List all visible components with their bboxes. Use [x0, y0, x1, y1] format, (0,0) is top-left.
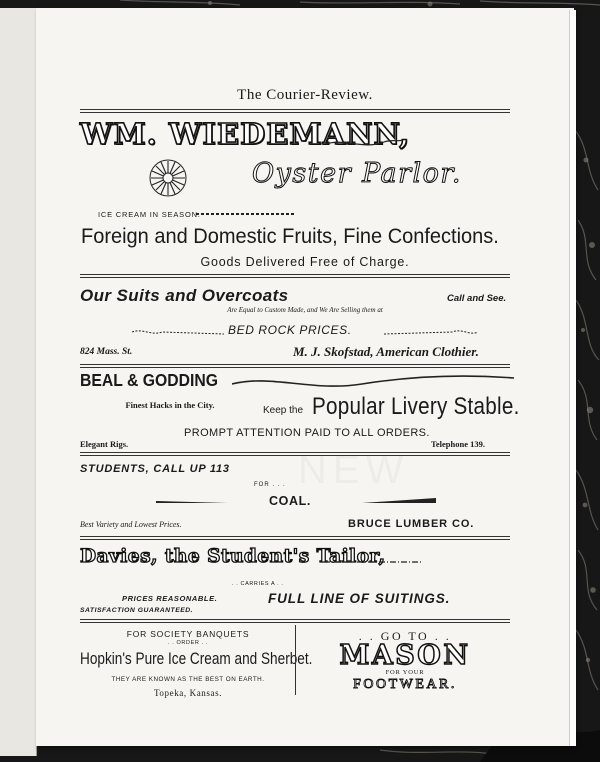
davies-ornament [324, 558, 424, 566]
skofstad-address: 824 Mass. St. [80, 347, 133, 357]
best-variety: Best Variety and Lowest Prices. [80, 520, 182, 529]
davies-tailor-title: Davies, the Student's Tailor, [80, 546, 386, 567]
rosette-ornament-icon [148, 158, 188, 198]
bruce-lumber-co: BRUCE LUMBER CO. [348, 518, 475, 530]
dotted-ornament [196, 210, 296, 218]
for-label: FOR . . . [254, 482, 286, 488]
divider [80, 536, 510, 537]
telephone-number: Telephone 139. [431, 439, 486, 449]
students-call-up: STUDENTS, CALL UP 113 [80, 463, 230, 475]
go-to: . . GO TO . . [358, 629, 452, 643]
divider [80, 455, 510, 456]
custom-made-subline: Are Equal to Custom Made, and We Are Selling them at [227, 306, 383, 314]
coal-title: COAL. [269, 494, 311, 508]
carries-a: . . CARRIES A . . [232, 581, 284, 587]
prices-reasonable: PRICES REASONABLE. [122, 594, 218, 603]
elegant-rigs: Elegant Rigs. [80, 439, 129, 449]
divider [80, 109, 510, 110]
divider [80, 539, 510, 540]
page-edge [569, 10, 576, 746]
ice-cream-note: ICE CREAM IN SEASON. [98, 210, 201, 219]
finest-hacks: Finest Hacks in the City. [125, 400, 215, 410]
divider [80, 619, 510, 620]
divider [80, 622, 510, 623]
prompt-attention: PROMPT ATTENTION PAID TO ALL ORDERS. [184, 427, 430, 439]
divider [80, 277, 510, 278]
fruits-headline: Foreign and Domestic Fruits, Fine Confections. [81, 224, 499, 248]
best-on-earth: THEY ARE KNOWN AS THE BEST ON EARTH. [111, 676, 265, 683]
facing-page-edge [0, 8, 37, 756]
divider [80, 112, 510, 113]
keep-the: Keep the [263, 405, 304, 416]
footwear-title: FOOTWEAR. [353, 677, 457, 692]
oyster-parlor-title: Oyster Parlor. [252, 158, 462, 189]
column-divider [295, 625, 296, 695]
order-label: . . ORDER . . [168, 640, 208, 646]
running-head: The Courier-Review. [237, 87, 373, 103]
divider [80, 364, 510, 365]
divider [80, 367, 510, 368]
call-and-see: Call and See. [447, 293, 507, 304]
skofstad-signature: M. J. Skofstad, American Clothier. [293, 344, 479, 359]
topeka-kansas: Topeka, Kansas. [153, 688, 223, 698]
divider [80, 274, 510, 275]
full-line-suitings: FULL LINE OF SUITINGS. [268, 591, 451, 606]
mason-name: MASON [339, 640, 471, 671]
page [36, 8, 574, 746]
society-banquets: FOR SOCIETY BANQUETS [126, 629, 250, 639]
suits-headline: Our Suits and Overcoats [80, 286, 289, 305]
for-your: FOR YOUR [385, 669, 425, 676]
beal-godding-name: BEAL & GODDING [80, 370, 218, 390]
satisfaction-guaranteed: SATISFACTION GUARANTEED. [80, 607, 194, 614]
divider [80, 452, 510, 453]
swash-ornament [232, 370, 516, 392]
wiedemann-name: WM. WIEDEMANN, [80, 117, 411, 151]
livery-stable-title: Popular Livery Stable. [312, 393, 520, 420]
flourish-ornament [324, 136, 404, 150]
delivery-note: Goods Delivered Free of Charge. [200, 255, 410, 269]
bed-rock-prices: BED ROCK PRICES. [228, 323, 352, 337]
hopkins-ice-cream-title: Hopkin's Pure Ice Cream and Sherbet. [80, 649, 313, 668]
